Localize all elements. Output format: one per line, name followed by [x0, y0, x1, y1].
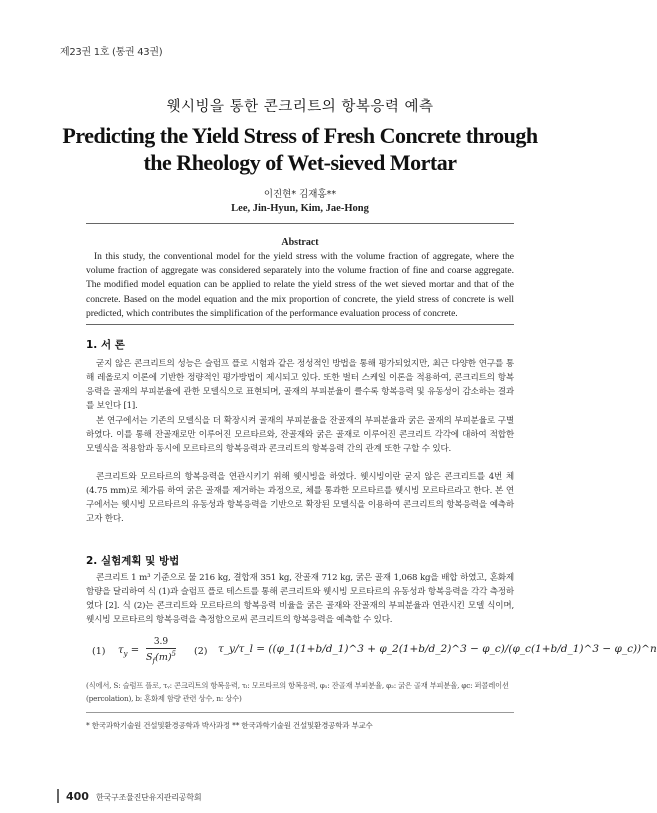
equations-block: [86, 637, 657, 673]
page-number-bar: [57, 789, 59, 803]
abstract-bottom-rule: [86, 324, 514, 325]
equation-1-fraction: $\frac{3.9}{S_f(m)^5}$: [146, 637, 176, 666]
title-english: Predicting the Yield Stress of Fresh Concrete through the Rheology of Wet-sieved Mortar: [62, 123, 538, 175]
section-1-heading: 1. 서 론: [86, 339, 125, 351]
abstract-top-rule: [86, 223, 514, 224]
equation-1-label: (1): [92, 646, 106, 657]
intro-paragraph-3: 콘크리트와 모르타르의 항복응력을 연관시키기 위해 웻시빙을 하였다. 웻시빙이란 굳지 않은 콘크리트를 4번 체(4.75 mm)로 체가름 하여 굵은 골재를 제거하는 과정으로, 체를 통과한 모르타르를 웻시빙 모르타르라고 한다. 본 연구에서는 웻시빙 모르타르의 유동성과 항복응력을 기반으로 확장된 모델식을 이용하여 콘크리트의 항복응력을 예측하고자 한다.: [86, 472, 514, 525]
intro-paragraph-1: 굳지 않은 콘크리트의 성능은 슬럼프 플로 시험과 같은 정성적인 방법을 통해 평가되었지만, 최근 다양한 연구를 통해 레올로지 이론에 기반한 정량적인 평가방법이 제시되고 있다. 또한 벌터 스케일 이론을 적용하여, 콘크리트의 항복응력을 골재의 부피분율에 관한 모델식으로 표현되며, 골재의 부피분율이 클수록 항복응력 및 유동성이 감소하는 결과를 보인다 [1].: [86, 359, 514, 412]
abstract-text: In this study, the conventional model for the yield stress with the volume fraction of aggregate, where the volume fraction of aggregate was considered separately into the volume fraction of fine and coarse aggregate. The modified model equation can be applied to relate the yield stress of the wet sieved mortar and that of the concrete. Based on the model equation and the mix proportion of concrete, the yield stress of concrete is well predicted, which contributes the simplification of the performance evaluation process of concrete.: [86, 252, 514, 319]
authors-korean: 이진현* 김재홍**: [263, 189, 337, 200]
page-number: 400: [66, 790, 89, 803]
intro-paragraph-2: 본 연구에서는 기존의 모델식을 더 확장시켜 골재의 부피분율을 잔골재의 부피분율과 굵은 골재의 부피분율로 구별하였다. 이를 통해 잔골재로만 이루어진 모르타르와, 잔골재와 굵은 골재로 이루어진 콘크리트 각각에 대하여 적합한 모델식을 적용함과 동시에 모르타르의 항복응력과 콘크리트의 항복응력 간의 관계 또한 구할 수 있다.: [86, 416, 514, 455]
equation-1-lhs: $\tau_y$ =: [118, 645, 140, 658]
abstract-heading: Abstract: [281, 237, 319, 248]
author-affiliation-footnote: * 한국과학기술원 건설및환경공학과 박사과정 ** 한국과학기술원 건설및환경공학과 부교수: [86, 721, 373, 730]
equation-2-label: (2): [194, 646, 208, 657]
variable-definitions: (식에서, S: 슬럼프 플로, τᵧ: 콘크리트의 항복응력, τₗ: 모르타르의 항복응력, φ₁: 잔골재 부피분율, φ₂: 굵은 골재 부피분율, φc: 퍼콜레이션(percolation), b: 혼화제 함량 관련 상수, n: 상수): [86, 681, 509, 703]
equation-2: τ_y/τ_l = ((φ_1(1+b/d_1)^3 + φ_2(1+b/d_2)^3 − φ_c)/(φ_c(1+b/d_1)^3 − φ_c))^n: [218, 643, 657, 655]
issue-label: 제23권 1호 (통권 43권): [60, 47, 163, 58]
authors-english: Lee, Jin-Hyun, Kim, Jae-Hong: [231, 203, 369, 214]
section-2-heading: 2. 실험계획 및 방법: [86, 555, 180, 567]
footnote-rule: [86, 712, 514, 713]
journal-name: 한국구조물진단유지관리공학회: [96, 793, 202, 802]
methods-paragraph: 콘크리트 1 m³ 기준으로 물 216 kg, 결합재 351 kg, 잔골재 712 kg, 굵은 골재 1,068 kg을 배합 하였고, 혼화제 함량을 달리하여 식 (1)과 슬럼프 플로 테스트를 통해 콘크리트와 웻시빙 모르타르의 유동성과 항복응력을 각각 측정하였다 [2]. 식 (2)는 콘크리트와 모르타르의 항복응력 비율을 굵은 골재와 잔골재의 부피분율과 연관시킨 모델 식이며, 웻시빙 모르타르의 항복응력을 측정함으로써 콘크리트의 항복응력을 예측할 수 있다.: [86, 573, 514, 626]
title-korean: 웻시빙을 통한 콘크리트의 항복응력 예측: [166, 99, 434, 115]
